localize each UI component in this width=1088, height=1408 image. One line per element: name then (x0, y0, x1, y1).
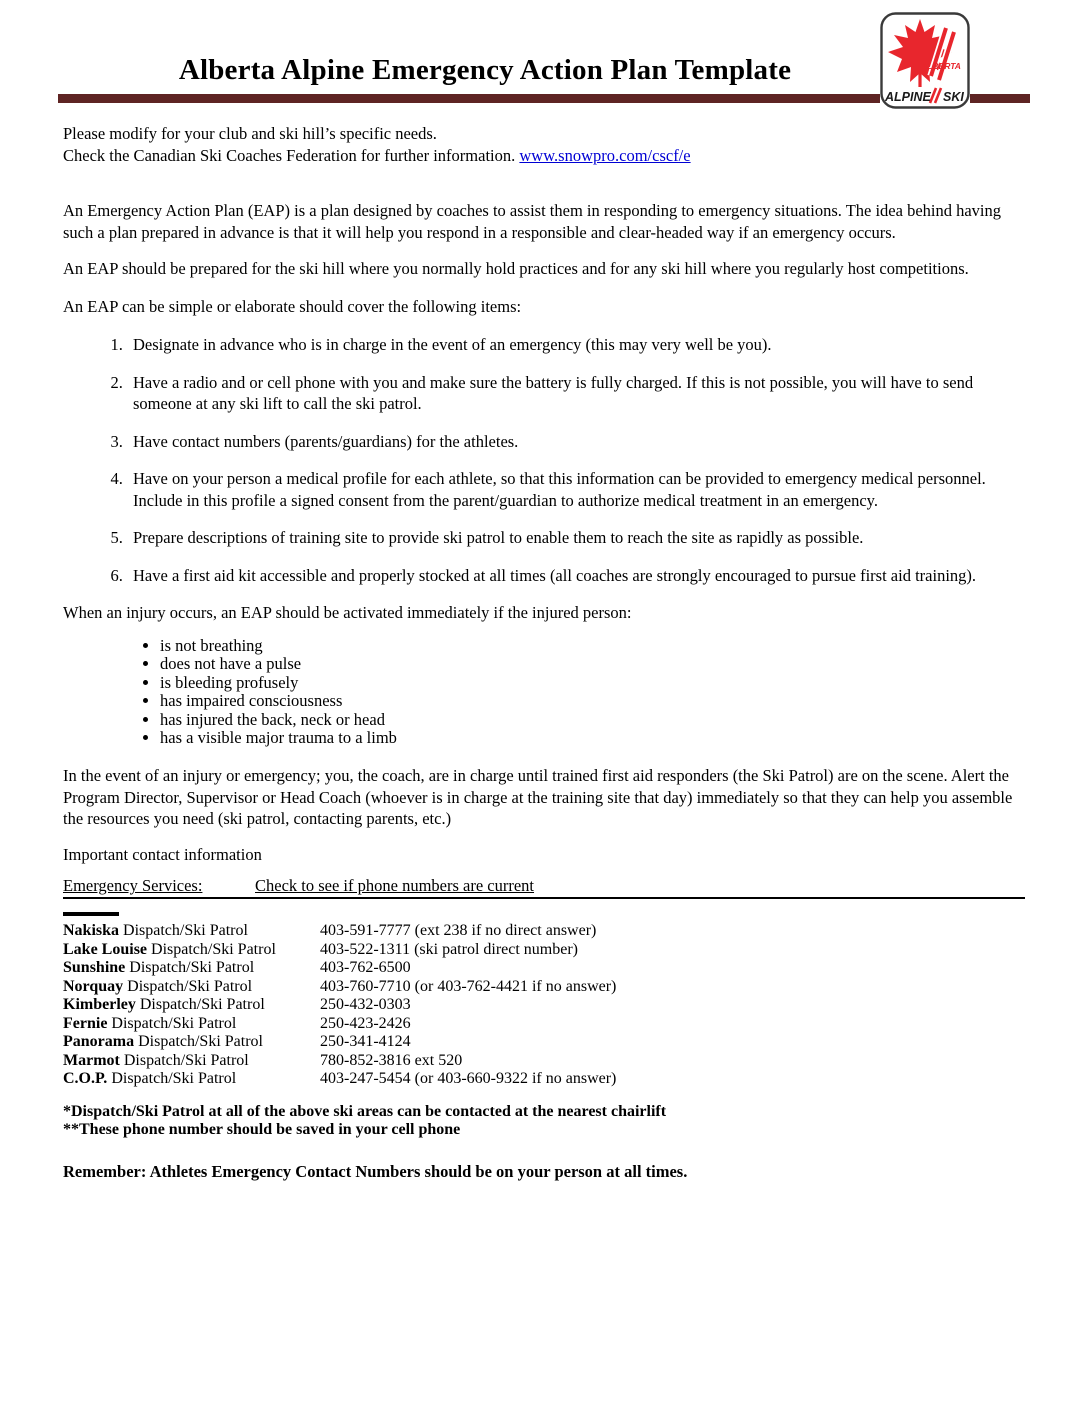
paragraph-eap-prepare: An EAP should be prepared for the ski hill where you normally hold practices and for any ski hill where you regularly host competitions. (63, 259, 969, 278)
paragraph-event-response: In the event of an injury or emergency; you, the coach, are in charge until trained first aid responders (the Ski Patrol) are on the scene. Alert the Program Director, Supervisor or Head Coach (whoever is in charge at the training site that day) immediately so that they can help you assemble the resources you need (ski patrol, contacting parents, etc.) (63, 766, 1013, 829)
footnote-chairlift: *Dispatch/Ski Patrol at all of the above ski areas can be contacted at the nearest chairlift (63, 1102, 667, 1120)
list-item: • is bleeding profusely (160, 674, 1025, 693)
table-row (63, 1033, 1025, 1052)
emergency-services-header (63, 876, 1025, 899)
table-row (63, 941, 1025, 960)
contact-phone: 403-591-7777 (ext 238 if no direct answer) (320, 922, 597, 940)
contact-info-heading: Important contact information (63, 844, 262, 864)
resort-name: Marmot (63, 1051, 120, 1069)
contact-phone: 780-852-3816 ext 520 (320, 1051, 463, 1069)
contact-label: Dispatch/Ski Patrol (134, 1033, 263, 1051)
underline-stub (63, 912, 119, 916)
contact-label: Dispatch/Ski Patrol (119, 922, 248, 940)
table-row (63, 996, 1025, 1015)
list-item: • has a visible major trauma to a limb (160, 729, 1025, 748)
list-item: 2. Have a radio and or cell phone with you and make sure the battery is fully charged. If this is not possible, you will have to send someone at any ski lift to call the ski patrol. (127, 372, 1025, 415)
remember-note: Remember: Athletes Emergency Contact Numbers should be on your person at all times. (63, 1161, 688, 1181)
intro-line2: Check the Canadian Ski Coaches Federation for further information. (63, 145, 520, 165)
contact-phone: 250-423-2426 (320, 1014, 411, 1032)
injury-intro: When an injury occurs, an EAP should be activated immediately if the injured person: (63, 603, 632, 622)
list-item: 1. Designate in advance who is in charge in the event of an emergency (this may very well be you). (127, 334, 1025, 356)
logo-alpine-text: ALPINE (885, 90, 931, 104)
paragraph-eap-items-intro: An EAP can be simple or elaborate should cover the following items: (63, 296, 522, 316)
contact-phone: 403-247-5454 (or 403-660-9322 if no answer) (320, 1070, 617, 1088)
table-row (63, 1052, 1025, 1071)
contact-label: Dispatch/Ski Patrol (125, 959, 255, 977)
page-title: Alberta Alpine Emergency Action Plan Template (178, 54, 792, 86)
contact-phone: 250-432-0303 (320, 996, 411, 1014)
table-row (63, 959, 1025, 978)
list-item: 3. Have contact numbers (parents/guardians) for the athletes. (127, 431, 1025, 453)
resort-name: Kimberley (63, 996, 136, 1014)
resort-name: Lake Louise (63, 940, 148, 958)
contact-label: Dispatch/Ski Patrol (135, 996, 265, 1014)
list-item: • does not have a pulse (160, 655, 1025, 674)
eap-numbered-list (63, 334, 1025, 586)
resort-name: Panorama (63, 1033, 135, 1051)
list-item: 6. Have a first aid kit accessible and properly stocked at all times (all coaches are strongly encouraged to pursue first aid training). (127, 565, 1025, 587)
phone-check-note: Check to see if phone numbers are current (255, 876, 535, 896)
logo-ski-text: SKI (943, 90, 964, 104)
list-item: • has injured the back, neck or head (160, 711, 1025, 730)
resort-name: Norquay (63, 977, 124, 995)
snowpro-link[interactable]: www.snowpro.com/cscf/e (519, 145, 691, 165)
document-header (63, 0, 1025, 103)
list-item: • is not breathing (160, 637, 1025, 656)
contact-label: Dispatch/Ski Patrol (107, 1014, 237, 1032)
contact-label: Dispatch/Ski Patrol (119, 1051, 249, 1069)
intro-note (63, 123, 1025, 166)
emergency-services-label: Emergency Services: (63, 876, 203, 896)
intro-line1: Please modify for your club and ski hill’s specific needs. (63, 124, 437, 143)
list-item: 5. Prepare descriptions of training site to provide ski patrol to enable them to reach the site as rapidly as possible. (127, 527, 1025, 549)
contact-phone: 403-760-7710 (or 403-762-4421 if no answer) (320, 977, 617, 995)
resort-name: Sunshine (63, 959, 126, 977)
contact-label: Dispatch/Ski Patrol (147, 940, 276, 958)
list-item: 4. Have on your person a medical profile for each athlete, so that this information can be provided to emergency medical personnel. Include in this profile a signed consent from the parent/guardian to authorize medical treatment in an emergency. (127, 468, 1025, 511)
resort-name: Nakiska (63, 922, 120, 940)
injury-bullet-list (63, 637, 1025, 749)
alberta-alpine-ski-logo (880, 12, 970, 109)
table-row (63, 1015, 1025, 1034)
footnotes (63, 1103, 1025, 1140)
list-item: • has impaired consciousness (160, 692, 1025, 711)
resort-name: Fernie (63, 1014, 108, 1032)
contact-label: Dispatch/Ski Patrol (123, 977, 253, 995)
paragraph-eap-definition: An Emergency Action Plan (EAP) is a plan designed by coaches to assist them in responding to emergency situations. The idea behind having such a plan prepared in advance is that it will help you respond in a responsible and clear-headed way if an emergency occurs. (63, 201, 1002, 242)
table-row (63, 1070, 1025, 1089)
ski-patrol-contact-table (63, 922, 1025, 1089)
contact-phone: 403-762-6500 (320, 959, 411, 977)
contact-label: Dispatch/Ski Patrol (107, 1070, 237, 1088)
contact-phone: 403-522-1311 (ski patrol direct number) (320, 940, 579, 958)
contact-phone: 250-341-4124 (320, 1033, 411, 1051)
logo-alberta-text: ALBERTA (921, 61, 961, 71)
table-row (63, 922, 1025, 941)
footnote-cellphone: **These phone number should be saved in your cell phone (63, 1121, 461, 1139)
table-row (63, 978, 1025, 997)
maple-leaf-ski-logo-icon (880, 12, 970, 109)
resort-name: C.O.P. (63, 1070, 108, 1088)
